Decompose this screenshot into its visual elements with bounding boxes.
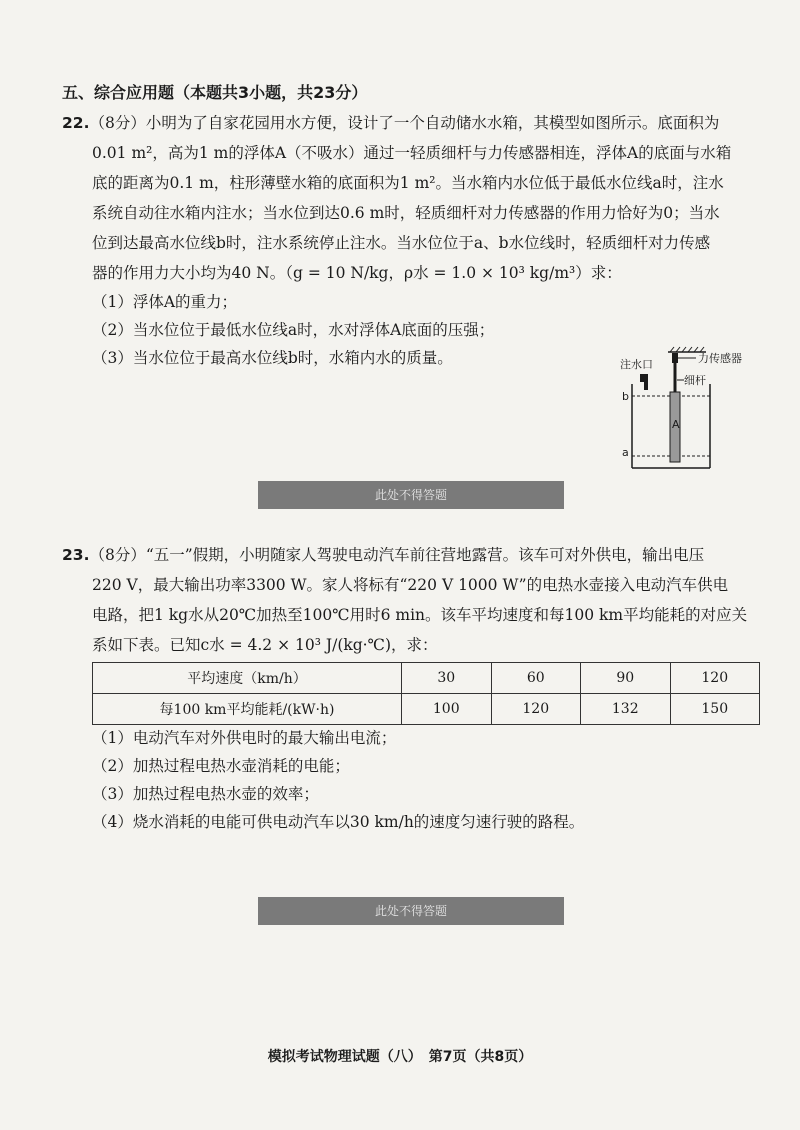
- table-cell: 30: [402, 663, 492, 694]
- q22-sub-1: （1）浮体A的重力；: [92, 293, 238, 311]
- table-cell: 120: [491, 694, 581, 725]
- table-row-head: 每100 km平均能耗/(kW·h): [93, 694, 402, 725]
- q22-number: 22.: [62, 114, 90, 132]
- q22-sub-3: （3）当水位位于最高水位线b时，水箱内水的质量。: [92, 349, 453, 367]
- q22-line-6: 器的作用力大小均为40 N。（g = 10 N/kg，ρ水 = 1.0 × 10³ kg/m³）求：: [92, 264, 622, 282]
- speed-energy-table: [92, 662, 760, 725]
- q23-number: 23.: [62, 546, 90, 564]
- level-a-label: a: [622, 446, 629, 459]
- table-row-head: 平均速度（km/h）: [93, 663, 402, 694]
- section-title: 五、综合应用题（本题共3小题，共23分）: [62, 83, 368, 102]
- table-cell: 132: [581, 694, 671, 725]
- q23-line-2: 220 V，最大输出功率3300 W。家人将标有“220 V 1000 W”的电热水壶接入电动汽车供电: [92, 576, 729, 594]
- table-row: [93, 663, 760, 694]
- q23-sub-1: （1）电动汽车对外供电时的最大输出电流；: [92, 729, 397, 747]
- q23-line-1: [62, 540, 762, 570]
- rod-label: 细杆: [684, 374, 706, 387]
- q22-line-4: 系统自动往水箱内注水；当水位到达0.6 m时，轻质细杆对力传感器的作用力恰好为0；当水: [92, 204, 720, 222]
- table-cell: 150: [670, 694, 760, 725]
- q22-line-3: 底的距离为0.1 m，柱形薄壁水箱的底面积为1 m²。当水箱内水位低于最低水位线a时，注水: [92, 174, 724, 192]
- water-tank-diagram: [610, 346, 770, 476]
- q23-sub-2: （2）加热过程电热水壶消耗的电能；: [92, 757, 350, 775]
- table-row: [93, 694, 760, 725]
- q22-line-2: 0.01 m²，高为1 m的浮体A（不吸水）通过一轻质细杆与力传感器相连，浮体A的底面与水箱: [92, 144, 732, 162]
- q22-sub-2: （2）当水位位于最低水位线a时，水对浮体A底面的压强；: [92, 321, 495, 339]
- q22-line-5: 位到达最高水位线b时，注水系统停止注水。当水位位于a、b水位线时，轻质细杆对力传感: [92, 234, 711, 252]
- level-b-label: b: [622, 390, 629, 403]
- no-answer-banner-1: 此处不得答题: [258, 481, 564, 509]
- page-footer: 模拟考试物理试题（八） 第7页（共8页）: [267, 1049, 533, 1065]
- table-cell: 60: [491, 663, 581, 694]
- q23-line-3: 电路，把1 kg水从20℃加热至100℃用时6 min。该车平均速度和每100 km平均能耗的对应关: [92, 606, 748, 624]
- q23-sub-3: （3）加热过程电热水壶的效率；: [92, 785, 319, 803]
- no-answer-banner-2: 此处不得答题: [258, 897, 564, 925]
- table-cell: 100: [402, 694, 492, 725]
- q23-text-1: （8分）“五一”假期，小明随家人驾驶电动汽车前往营地露营。该车可对外供电，输出电压: [89, 546, 705, 564]
- q22-text-1: （8分）小明为了自家花园用水方便，设计了一个自动储水水箱，其模型如图所示。底面积为: [89, 114, 720, 132]
- q22-line-1: [62, 108, 762, 138]
- q23-line-4: 系如下表。已知c水 = 4.2 × 10³ J/(kg·℃)，求：: [92, 636, 438, 654]
- table-cell: 90: [581, 663, 671, 694]
- inlet-label: 注水口: [620, 358, 653, 371]
- float-label: A: [672, 418, 680, 431]
- sensor-label: 力传感器: [698, 352, 742, 365]
- table-cell: 120: [670, 663, 760, 694]
- q23-sub-4: （4）烧水消耗的电能可供电动汽车以30 km/h的速度匀速行驶的路程。: [92, 813, 585, 831]
